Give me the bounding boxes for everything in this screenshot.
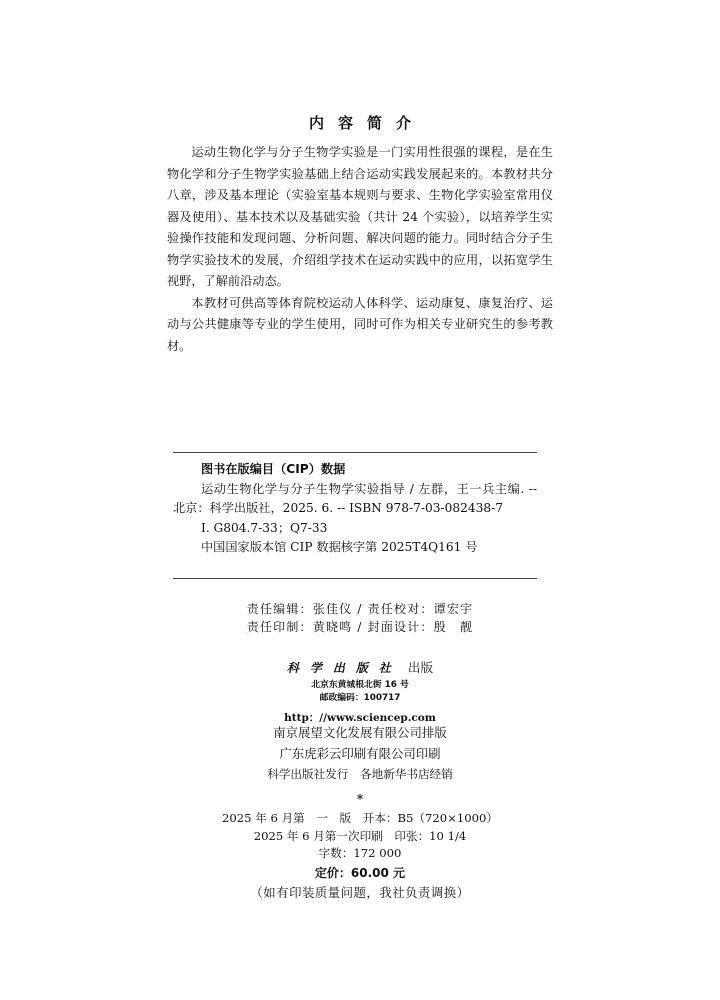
publisher-address: 北京东黄城根北街 16 号 — [311, 680, 409, 690]
cip-entry: 运动生物化学与分子生物学实验指导 / 左群，王一兵主编. -- 北京：科学出版社，2025. 6. -- ISBN 978-7-03-082438-7 — [173, 481, 537, 516]
credits-block — [0, 600, 720, 636]
price: 定价：60.00 元 — [314, 866, 406, 880]
publisher-postcode: 邮政编码：100717 — [319, 693, 401, 703]
publisher-address-block — [0, 679, 720, 727]
cip-top-rule — [173, 452, 537, 453]
cip-block — [173, 460, 537, 558]
word-count: 字数：172 000 — [318, 846, 402, 860]
edition-line-1: 2025 年 6 月第 一 版 开本：B5（720×1000） — [222, 811, 498, 825]
cip-classification: Ⅰ. G804.7-33；Q7-33 — [201, 520, 328, 535]
quality-notice: （如有印装质量问题，我社负责调换） — [250, 885, 470, 900]
cip-bottom-rule — [173, 578, 537, 579]
publisher-line — [0, 657, 720, 676]
publisher-url: http：//www.sciencep.com — [284, 712, 436, 724]
credits-editors: 责任编辑：张佳仪 / 责任校对：谭宏宇 — [246, 602, 474, 616]
edition-line-2: 2025 年 6 月第一次印刷 印张：10 1/4 — [253, 828, 467, 843]
intro-paragraph: 运动生物化学与分子生物学实验是一门实用性很强的课程，是在生物化学和分子生物学实验基础上结合运动实践发展起来的。本教材共分八章，涉及基本理论（实验室基本规则与要求、生物化学实验室常用仪器及使用）、基本技术以及基础实验（共计 24 个实验），以培养学生实验操作技能和发现问题、分析问题、解决问题的能力。同时结合分子生物学实验技术的发展，介绍组学技术在运动实践中的应用，以拓宽学生视野，了解前沿动态。 — [167, 145, 553, 288]
distributor: 科学出版社发行 各地新华书店经销 — [267, 767, 453, 781]
edition-block — [0, 810, 720, 863]
intro-title: 内容简介 — [308, 114, 425, 132]
credits-production: 责任印制：黄晓鸣 / 封面设计：殷 靓 — [246, 620, 474, 634]
publisher-name: 科学出版社 — [286, 661, 402, 675]
intro-body — [167, 142, 553, 357]
intro-paragraph: 本教材可供高等体育院校运动人体科学、运动康复、康复治疗、运动与公共健康等专业的学生使用，同时可作为相关专业研究生的参考教材。 — [167, 295, 553, 353]
cip-verification: 中国国家版本馆 CIP 数据核字第 2025T4Q161 号 — [201, 540, 478, 555]
printer: 广东虎彩云印刷有限公司印刷 — [279, 745, 441, 761]
typesetter: 南京展望文化发展有限公司排版 — [273, 725, 447, 740]
cip-heading: 图书在版编目（CIP）数据 — [201, 462, 346, 476]
publisher-suffix: 出版 — [407, 660, 434, 675]
separator-star: * — [356, 792, 364, 806]
printing-block — [0, 723, 720, 785]
